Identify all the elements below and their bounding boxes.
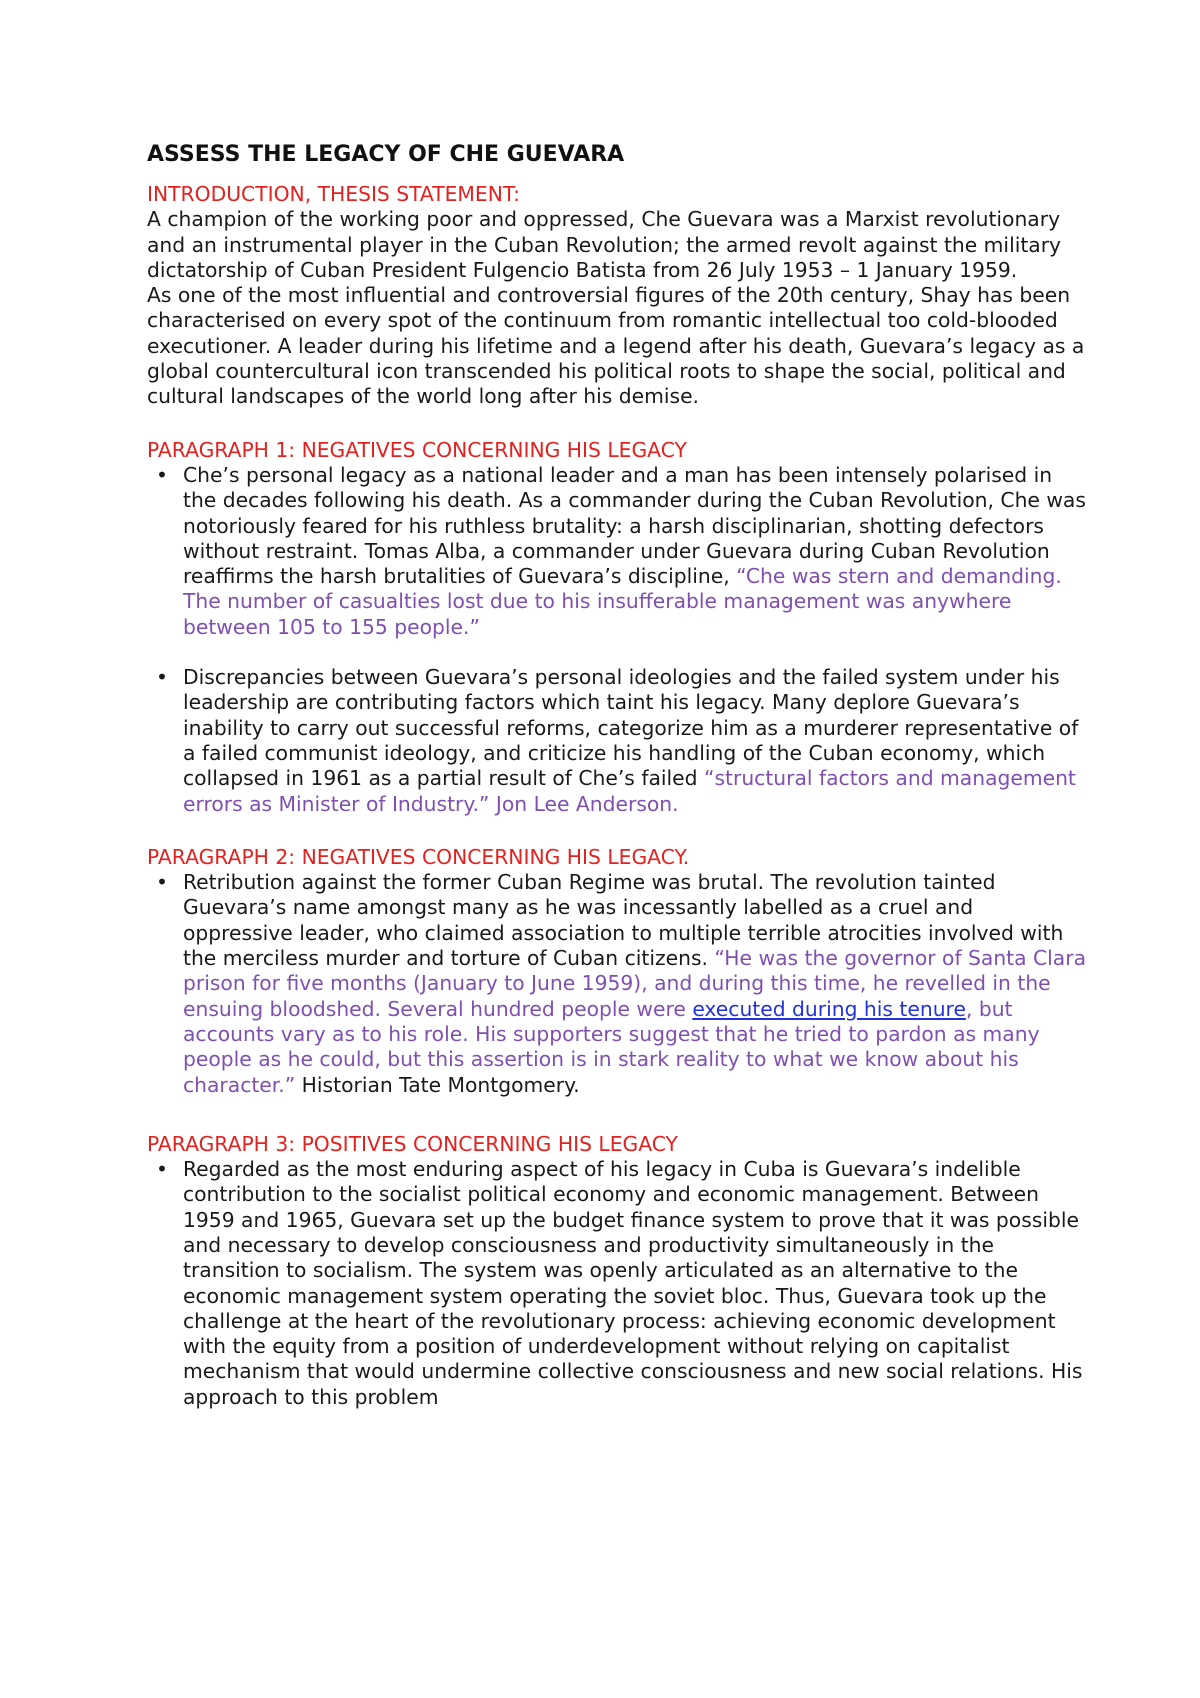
- paragraph-1-heading: PARAGRAPH 1: NEGATIVES CONCERNING HIS LEGACY: [147, 437, 687, 462]
- list-item: [147, 870, 1087, 1098]
- bullet-icon: •: [156, 1157, 168, 1182]
- bullet-icon: •: [156, 665, 168, 690]
- bullet-icon: •: [156, 870, 168, 895]
- document-title: ASSESS THE LEGACY OF CHE GUEVARA: [147, 142, 625, 167]
- executed-link[interactable]: executed during his tenure: [692, 996, 966, 1021]
- spacer: [147, 817, 1087, 845]
- paragraph-3-list: [147, 1157, 1087, 1410]
- paragraph-2-heading: PARAGRAPH 2: NEGATIVES CONCERNING HIS LEGACY.: [147, 844, 690, 869]
- intro-paragraph-1: A champion of the working poor and oppressed, Che Guevara was a Marxist revolutionary and an instrumental player in the Cuban Revolution; the armed revolt against the military dictatorship of Cuban President Fulgencio Batista from 26 July 1953 – 1 January 1959.: [147, 207, 1062, 282]
- bullet-text: Discrepancies between Guevara’s personal ideologies and the failed system under his leadership are contributing factors which taint his legacy. Many deplore Guevara’s inability to carry out successful reforms, categorize him as a murderer representative of a failed communist ideology, and criticize his handling of the Cuban economy, which collapsed in 1961 as a partial result of Che’s failed: [183, 665, 1079, 791]
- spacer: [147, 640, 1087, 665]
- paragraph-1-list: [147, 463, 1087, 817]
- bullet-icon: •: [156, 462, 168, 487]
- bullet-text: Retribution against the former Cuban Regime was brutal. The revolution tainted Guevara’s name amongst many as he was incessantly labelled as a cruel and oppressive leader, who claimed association to multiple terrible atrocities involved with the merciless murder and torture of Cuban citizens.: [183, 870, 1064, 971]
- bullet-text: Che’s personal legacy as a national leader and a man has been intensely polarised in the decades following his death. As a commander during the Cuban Revolution, Che was notoriously feared for his ruthless brutality: a harsh disciplinarian, shotting defectors without restraint. Tomas Alba, a commander under Guevara during Cuban Revolution reaffirms the harsh brutalities of Guevara’s discipline,: [183, 462, 1086, 589]
- quote-text: , but accounts vary as to his role. His supporters suggest that he tried to pardon as many people as he could, but this assertion is in stark reality to what we know about his character.”: [183, 996, 1040, 1097]
- quote-text: “He was the governor of Santa Clara prison for five months (January to June 1959), and during this time, he revelled in the ensuing bloodshed. Several hundred people were: [183, 946, 1087, 1021]
- quote-text: “structural factors and management errors as Minister of Industry.” Jon Lee Anderson.: [183, 766, 1076, 816]
- paragraph-3-heading: PARAGRAPH 3: POSITIVES CONCERNING HIS LEGACY: [147, 1131, 678, 1156]
- intro-paragraph-2: As one of the most influential and controversial figures of the 20th century, Shay has been characterised on every spot of the continuum from romantic intellectual too cold-blooded executioner. A leader during his lifetime and a legend after his death, Guevara’s legacy as a global countercultural icon transcended his political roots to shape the social, political and cultural landscapes of the world long after his demise.: [147, 283, 1085, 409]
- list-item: [147, 665, 1087, 817]
- quote-text: “Che was stern and demanding. The number of casualties lost due to his insufferable management was anywhere between 105 to 155 people.”: [183, 564, 1062, 639]
- bullet-text: Regarded as the most enduring aspect of his legacy in Cuba is Guevara’s indelible contribution to the socialist political economy and economic management. Between 1959 and 1965, Guevara set up the budget finance system to prove that it was possible and necessary to develop consciousness and productivity simultaneously in the transition to socialism. The system was openly articulated as an alternative to the economic management system operating the soviet bloc. Thus, Guevara took up the challenge at the heart of the revolutionary process: achieving economic development with the equity from a position of underdevelopment without relying on capitalist mechanism that would undermine collective consciousness and new social relations. His approach to this problem: [183, 1157, 1083, 1409]
- intro-heading: INTRODUCTION, THESIS STATEMENT:: [147, 182, 520, 206]
- spacer: [147, 1098, 1087, 1132]
- list-item: [147, 463, 1087, 640]
- spacer: [147, 410, 1087, 438]
- paragraph-2-list: [147, 870, 1087, 1098]
- attribution-text: Historian Tate Montgomery.: [295, 1072, 580, 1097]
- list-item: [147, 1157, 1087, 1410]
- document-page: [147, 140, 1087, 1410]
